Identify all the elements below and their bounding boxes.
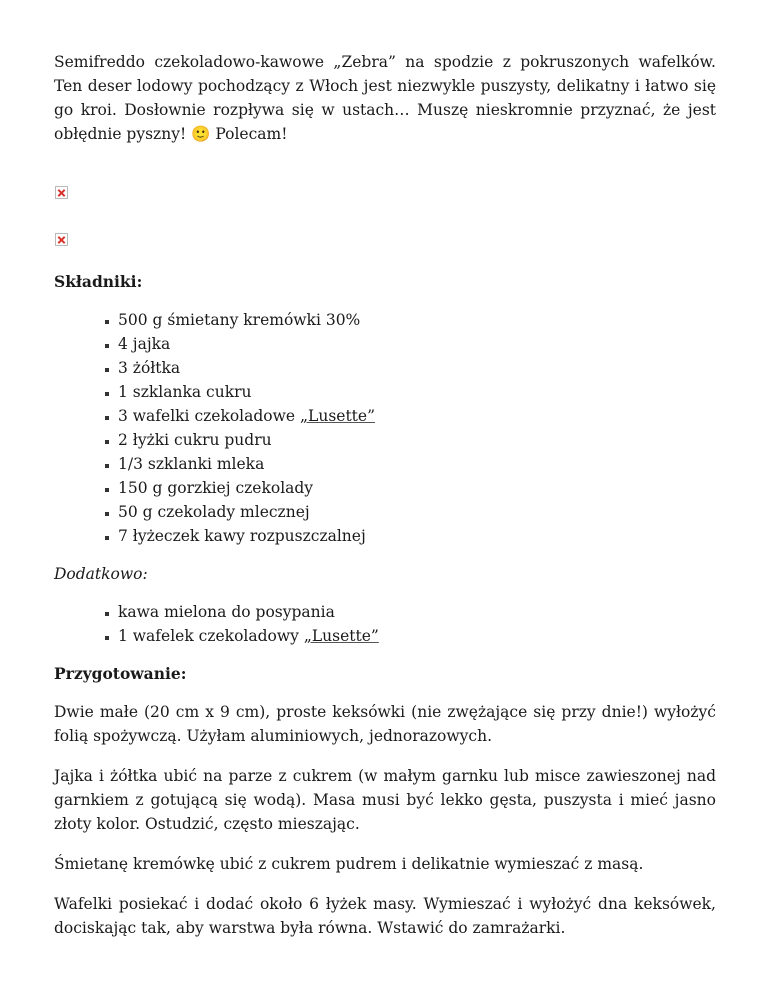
lusette-link[interactable]: „Lusette” <box>300 407 376 425</box>
lusette-link[interactable]: „Lusette” <box>303 627 379 645</box>
list-item: 7 łyżeczek kawy rozpuszczalnej <box>104 524 716 548</box>
list-item: 150 g gorzkiej czekolady <box>104 476 716 500</box>
step-paragraph: Dwie małe (20 cm x 9 cm), proste keksówki (nie zwężające się przy dnie!) wyłożyć folią spożywczą. Użyłam aluminiowych, jednorazowych. <box>54 703 716 745</box>
article-body <box>54 50 716 940</box>
broken-image-icon <box>55 233 68 246</box>
list-item: 500 g śmietany kremówki 30% <box>104 308 716 332</box>
list-item: 1 szklanka cukru <box>104 380 716 404</box>
ingredients-heading: Składniki: <box>54 272 143 291</box>
list-item: 2 łyżki cukru pudru <box>104 428 716 452</box>
intro-paragraph: Semifreddo czekoladowo-kawowe „Zebra” na spodzie z pokruszonych wafelków. Ten deser lodowy pochodzący z Włoch jest niezwykle puszysty, delikatny i łatwo się go kroi. Dosłownie rozpływa się w ustach… Muszę nieskromnie przyznać, że jest obłędnie pyszny! 🙂 Polecam! <box>54 53 716 143</box>
list-item: 1/3 szklanki mleka <box>104 452 716 476</box>
list-item: 4 jajka <box>104 332 716 356</box>
step-paragraph: Śmietanę kremówkę ubić z cukrem pudrem i delikatnie wymieszać z masą. <box>54 855 644 873</box>
step-paragraph: Jajka i żółtka ubić na parze z cukrem (w małym garnku lub misce zawieszonej nad garnkiem z gotującą się wodą). Masa musi być lekko gęsta, puszysta i mieć jasno złoty kolor. Ostudzić, często mieszając. <box>54 767 716 833</box>
ingredients-list <box>54 308 716 548</box>
list-item: 1 wafelek czekoladowy „Lusette” <box>104 624 716 648</box>
extras-list <box>54 600 716 648</box>
broken-image-icon <box>55 186 68 199</box>
list-item: 3 żółtka <box>104 356 716 380</box>
list-item: 3 wafelki czekoladowe „Lusette” <box>104 404 716 428</box>
preparation-heading: Przygotowanie: <box>54 664 187 683</box>
extras-label: Dodatkowo: <box>54 565 148 583</box>
list-item: 50 g czekolady mlecznej <box>104 500 716 524</box>
step-paragraph: Wafelki posiekać i dodać około 6 łyżek masy. Wymieszać i wyłożyć dna keksówek, dociskając tak, aby warstwa była równa. Wstawić do zamrażarki. <box>54 895 716 937</box>
list-item: kawa mielona do posypania <box>104 600 716 624</box>
